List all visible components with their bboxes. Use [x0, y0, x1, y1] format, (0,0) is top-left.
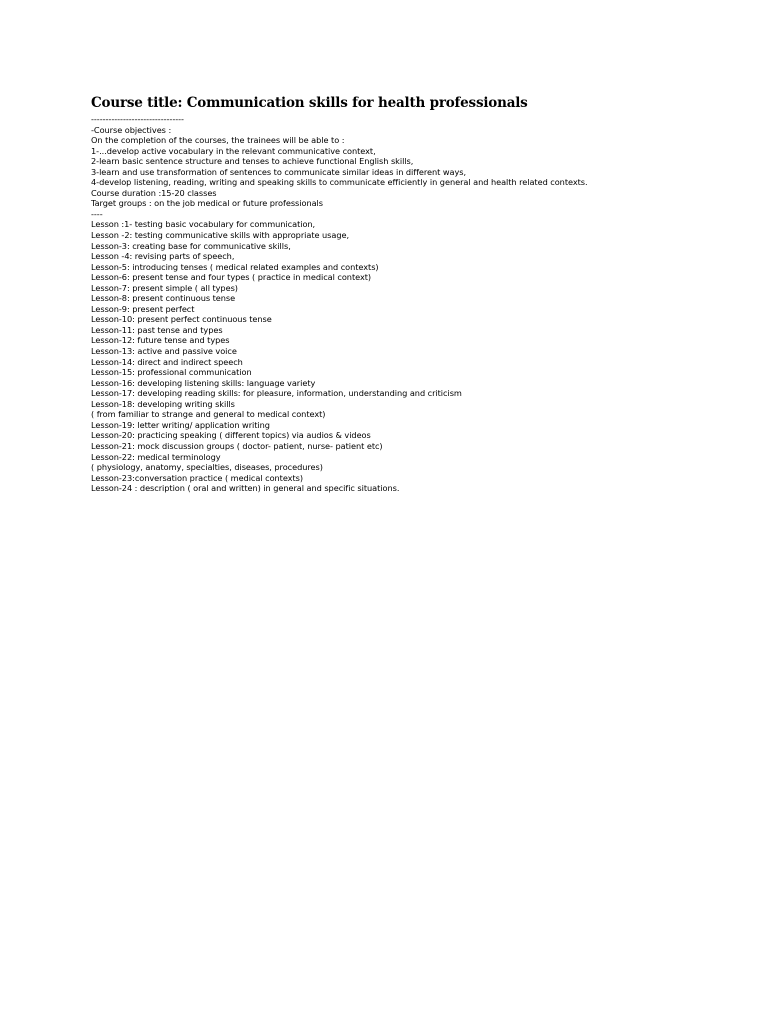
- document-line: ( physiology, anatomy, specialties, diseases, procedures): [91, 462, 323, 473]
- document-line: Lesson-15: professional communication: [91, 367, 252, 378]
- document-line: Lesson-13: active and passive voice: [91, 346, 237, 357]
- document-line: -Course objectives :: [91, 124, 172, 135]
- document-line: Lesson-14: direct and indirect speech: [91, 356, 243, 367]
- document-line: ----: [91, 208, 103, 219]
- document-line: Lesson-12: future tense and types: [91, 335, 230, 346]
- document-line: 1-...develop active vocabulary in the relevant communicative context,: [91, 145, 376, 156]
- document-line: Course duration :15-20 classes: [91, 187, 217, 198]
- document-line: Lesson-5: introducing tenses ( medical related examples and contexts): [91, 261, 379, 272]
- document-page: [91, 95, 731, 494]
- document-line: Lesson-19: letter writing/ application writing: [91, 419, 270, 430]
- document-line: Lesson-17: developing reading skills: for pleasure, information, understanding and criticism: [91, 388, 462, 399]
- document-line: Lesson-16: developing listening skills: language variety: [91, 377, 316, 388]
- document-line: 3-learn and use transformation of sentences to communicate similar ideas in different ways,: [91, 166, 467, 177]
- document-line: Lesson-20: practicing speaking ( different topics) via audios & videos: [91, 430, 371, 441]
- document-line: Lesson-24 : description ( oral and written) in general and specific situations.: [91, 483, 400, 494]
- document-line: On the completion of the courses, the trainees will be able to :: [91, 135, 345, 146]
- document-line: Lesson-10: present perfect continuous tense: [91, 314, 272, 325]
- document-line: Lesson-18: developing writing skills: [91, 398, 235, 409]
- document-line: Lesson-6: present tense and four types ( practice in medical context): [91, 272, 372, 283]
- document-line: 4-develop listening, reading, writing and speaking skills to communicate efficiently in general and health related contexts.: [91, 177, 588, 188]
- document-line: ( from familiar to strange and general to medical context): [91, 409, 326, 420]
- document-line: Lesson-21: mock discussion groups ( doctor- patient, nurse- patient etc): [91, 440, 383, 451]
- document-body: [91, 114, 731, 494]
- document-line: Target groups : on the job medical or future professionals: [91, 198, 323, 209]
- document-line: --------------------------------: [91, 114, 184, 124]
- document-line: Lesson-11: past tense and types: [91, 324, 223, 335]
- document-line: Lesson -2: testing communicative skills with appropriate usage,: [91, 230, 350, 241]
- document-line: Lesson-23:conversation practice ( medical contexts): [91, 472, 303, 483]
- document-line: Lesson-3: creating base for communicative skills,: [91, 240, 291, 251]
- document-line: Lesson-9: present perfect: [91, 303, 195, 314]
- document-line: Lesson-22: medical terminology: [91, 451, 221, 462]
- document-line: Lesson -4: revising parts of speech,: [91, 251, 235, 262]
- document-line: Lesson-7: present simple ( all types): [91, 282, 238, 293]
- document-line: 2-learn basic sentence structure and tenses to achieve functional English skills,: [91, 156, 414, 167]
- course-title: Course title: Communication skills for health professionals: [91, 95, 528, 111]
- document-line: Lesson :1- testing basic vocabulary for communication,: [91, 219, 316, 230]
- document-line: Lesson-8: present continuous tense: [91, 293, 236, 304]
